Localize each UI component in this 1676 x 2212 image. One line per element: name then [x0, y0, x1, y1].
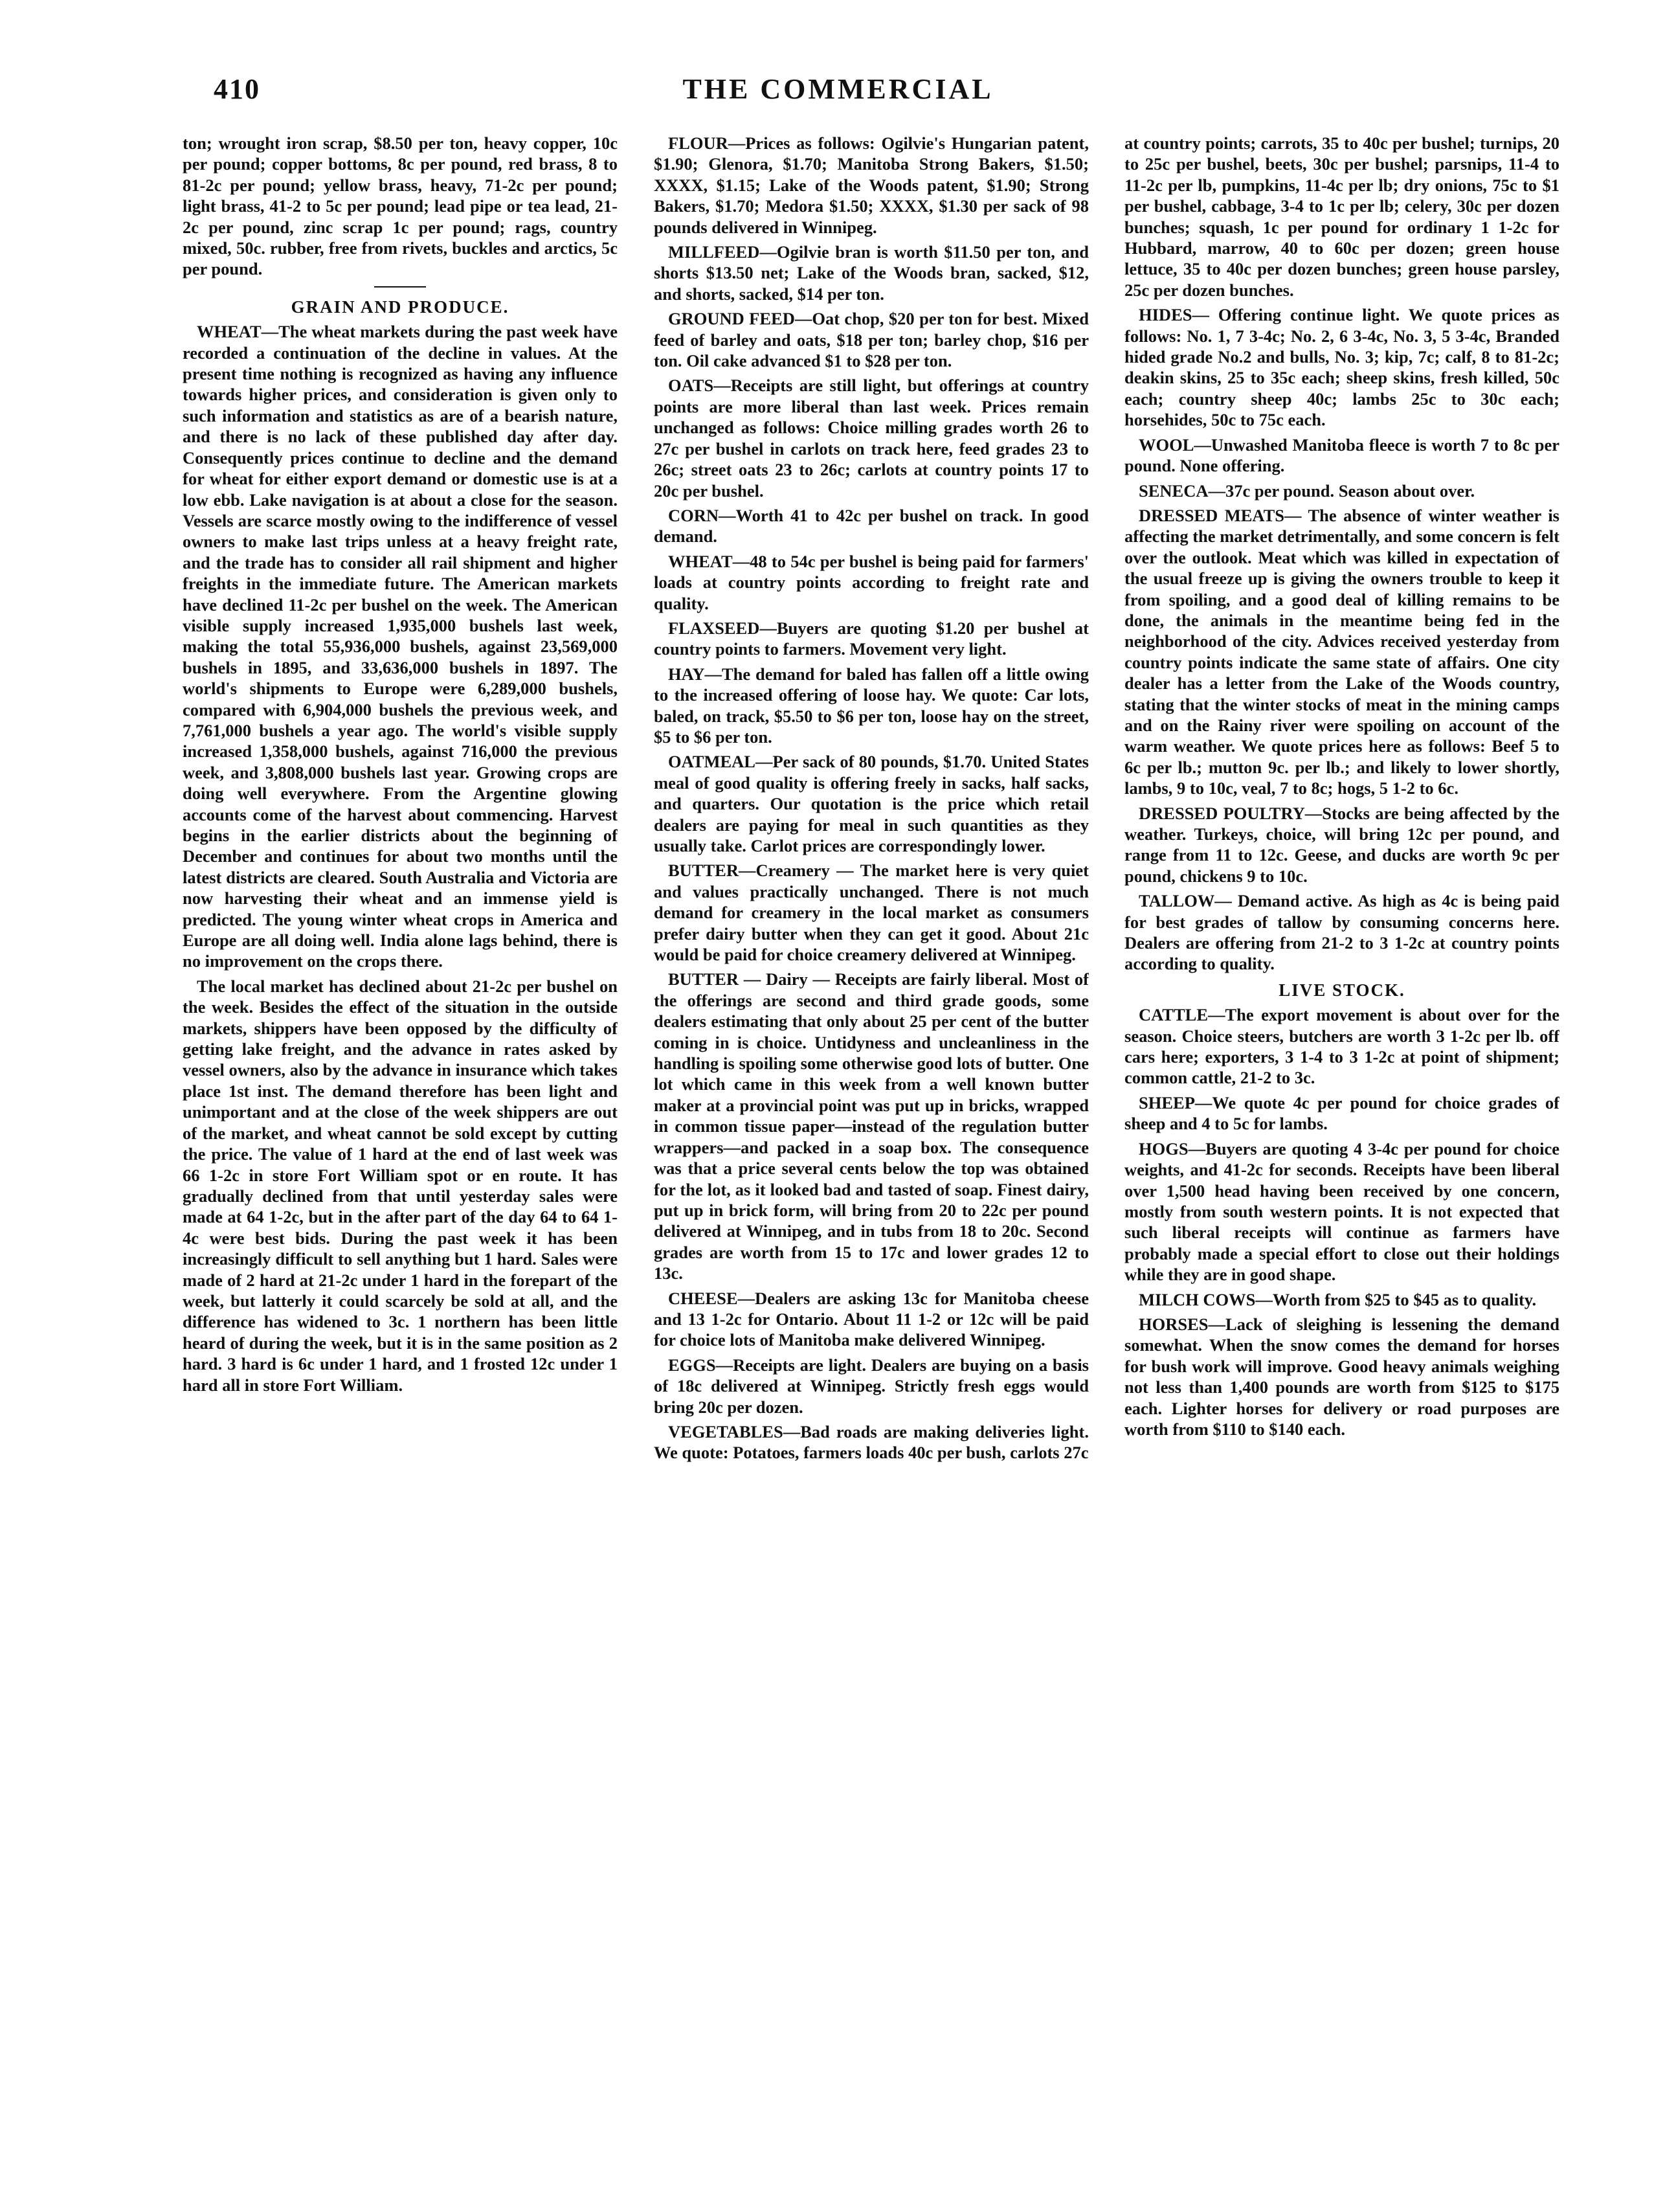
seneca-paragraph: SENECA—37c per pound. Season about over.	[1139, 480, 1475, 501]
cheese-paragraph: CHEESE—Dealers are asking 13c for Manitoba cheese and 13 1-2c for Ontario. About 11 1-2 or 12c will be paid for choice lots of Manitoba make delivered Winnipeg.	[654, 1288, 1089, 1350]
eggs-paragraph: EGGS—Receipts are light. Dealers are buying on a basis of 18c delivered at Winnipeg. Strictly fresh eggs would bring 20c per dozen.	[654, 1355, 1089, 1417]
cattle-paragraph: CATTLE—The export movement is about over for the season. Choice steers, butchers are worth 3 1-2c per lb. off cars here; exporters, 3 1-4 to 3 1-2c at point of shipment; common cattle, 21-2 to 3c.	[1124, 1005, 1559, 1088]
section-heading-livestock: LIVE STOCK.	[1279, 980, 1405, 1000]
section-heading-grain: GRAIN AND PRODUCE.	[291, 297, 509, 317]
flaxseed-paragraph: FLAXSEED—Buyers are quoting $1.20 per bushel at country points to farmers. Movement very light.	[654, 618, 1089, 659]
wool-paragraph: WOOL—Unwashed Manitoba fleece is worth 7 to 8c per pound. None offering.	[1124, 435, 1559, 476]
horses-paragraph: HORSES—Lack of sleighing is lessening the demand somewhat. When the snow comes the demand for horses for bush work will improve. Good heavy animals weighing not less than 1,400 pounds are worth from $125 to $175 each. Lighter horses for delivery or road purposes are worth from $110 to $140 each.	[1124, 1314, 1559, 1439]
butter-creamery-paragraph: BUTTER—Creamery — The market here is very quiet and values practically unchanged. There is not much demand for creamery in the local market as consumers prefer dairy butter when they can get it good. About 21c would be paid for choice creamery delivered at Winnipeg.	[654, 861, 1089, 965]
page-number: 410	[214, 73, 260, 105]
local-market-paragraph: The local market has declined about 21-2c per bushel on the week. Besides the effect of the situation in the outside markets, shippers have been opposed by the difficulty of getting lake freight, and the advance in rates asked by vessel owners, also by the advance in insurance which takes place 1st inst. The demand therefore has been light and unimportant and at the close of the week shippers are out of the market, and wheat cannot be sold except by cutting the price. The value of 1 hard at the end of last week was 66 1-2c in store Fort William spot or en route. It has gradually declined from that until yesterday sales were made at 64 1-2c, but in the after part of the day 64 to 64 1-4c were best bids. During the past week it has been increasingly difficult to sell anything but 1 hard. Sales were made of 2 hard at 21-2c under 1 hard in the forepart of the week, but latterly it could scarcely be sold at all, and the difference has widened to 3c. 1 northern has been little heard of during the week, but it is in the same position as 2 hard. 3 hard is 6c under 1 hard, and 1 frosted 12c under 1 hard all in store Fort William.	[183, 976, 618, 1395]
butter-dairy-paragraph: BUTTER — Dairy — Receipts are fairly liberal. Most of the offerings are second and third grade goods, some dealers estimating that only about 25 per cent of the butter coming in is choice. Untidyness and uncleanliness in the handling is spoiling some otherwise good lots of butter. One lot which came in this week from a well known butter maker at a provincial point was put up in bricks, wrapped in common tissue paper—instead of the regulation butter wrappers—and packed in a soap box. The consequence was that a price several cents below the top was obtained for the lot, as it looked bad and tasted of soap. Finest dairy, put up in brick form, will bring from 20 to 22c per pound delivered at Winnipeg, and in tubs from 18 to 20c. Second grades are worth from 15 to 17c and lower grades 12 to 13c.	[654, 969, 1089, 1283]
scrap-paragraph: ton; wrought iron scrap, $8.50 per ton, heavy copper, 10c per pound; copper bottoms, 8c per pound, red brass, 8 to 81-2c per pound; yellow brass, heavy, 71-2c per pound; light brass, 41-2 to 5c per pound; lead pipe or tea lead, 21-2c per pound, zinc scrap 1c per pound; rags, country mixed, 50c. rubber, free from rivets, buckles and arctics, 5c per pound.	[183, 133, 618, 279]
vegetables-paragraph: VEGETABLES—Bad roads are making deliveries light. We quote: Potatoes, farmers loads 40c per bush, carlots 27c	[654, 1421, 1089, 1463]
ground-feed-paragraph: GROUND FEED—Oat chop, $20 per ton for best. Mixed feed of barley and oats, $18 per ton; barley chop, $16 per ton. Oil cake advanced $1 to $28 per ton.	[654, 309, 1089, 371]
divider	[374, 286, 426, 288]
milch-cows-paragraph: MILCH COWS—Worth from $25 to $45 as to quality.	[1139, 1289, 1537, 1309]
column-3	[1124, 133, 1559, 2150]
wheat-paragraph: WHEAT—The wheat markets during the past week have recorded a continuation of the decline in values. At the present time nothing is recognized as having any influence towards higher prices, and consideration is given only to such information and statistics as are of a bearish nature, and there is no lack of these published day after day. Consequently prices continue to decline and the demand for wheat for either export demand or domestic use is at a low ebb. Lake navigation is at about a close for the season. Vessels are scarce mostly owing to the indifference of vessel owners to make last trips unless at a heavy freight rate, and the trade has to consider all rail shipment and higher freights in the immediate future. The American markets have declined 11-2c per bushel on the week. The American visible supply increased 1,935,000 bushels last week, making the total 55,936,000 bushels, against 23,569,000 bushels in 1895, and 33,636,000 bushels in 1897. The world's shipments to Europe were 6,289,000 bushels, compared with 6,904,000 bushels the previous week, and 7,761,000 bushels a year ago. The world's visible supply increased 1,358,000 bushels, against 716,000 the previous week, and 3,808,000 bushels last year. Growing crops are doing well everywhere. From the Argentine glowing accounts come of the harvest about commencing. Harvest begins in the earlier districts about the beginning of December and continues for about two months until the latest districts are cleared. South Australia and Victoria are now harvesting their wheat and an immense yield is predicted. The young winter wheat crops in America and Europe are all doing well. India alone lags behind, there is no improvement on the crops there.	[183, 322, 618, 971]
sheep-paragraph: SHEEP—We quote 4c per pound for choice grades of sheep and 4 to 5c for lambs.	[1124, 1092, 1559, 1134]
millfeed-paragraph: MILLFEED—Ogilvie bran is worth $11.50 per ton, and shorts $13.50 net; Lake of the Woods bran, sacked, $12, and shorts, sacked, $14 per ton.	[654, 242, 1089, 304]
flour-paragraph: FLOUR—Prices as follows: Ogilvie's Hungarian patent, $1.90; Glenora, $1.70; Manitoba Strong Bakers, $1.50; XXXX, $1.15; Lake of the Woods patent, $1.90; Strong Bakers, $1.70; Medora $1.50; XXXX, $1.30 per sack of 98 pounds delivered in Winnipeg.	[654, 133, 1089, 237]
column-1	[183, 133, 618, 2150]
hay-paragraph: HAY—The demand for baled has fallen off a little owing to the increased offering of loose hay. We quote: Car lots, baled, on track, $5.50 to $6 per ton, loose hay on the street, $5 to $6 per ton.	[654, 664, 1089, 747]
vegetables-continued-paragraph: at country points; carrots, 35 to 40c per bushel; turnips, 20 to 25c per bushel, beets, 30c per bushel; parsnips, 11-4 to 11-2c per lb, pumpkins, 11-4c per lb; dry onions, 75c to $1 per bushel, cabbage, 3-4 to 1c per lb; celery, 30c per dozen bunches; squash, 1c per pound for ordinary 1 1-2c for Hubbard, marrow, 40 to 60c per dozen; green house lettuce, 35 to 40c per dozen bunches; green house parsley, 25c per dozen bunches.	[1124, 133, 1559, 300]
oatmeal-paragraph: OATMEAL—Per sack of 80 pounds, $1.70. United States meal of good quality is offering freely in sacks, half sacks, and quarters. Our quotation is the price which retail dealers are paying for meal in such quantities as they usually take. Carlot prices are correspondingly lower.	[654, 752, 1089, 855]
page-header	[0, 73, 1676, 118]
oats-paragraph: OATS—Receipts are still light, but offerings at country points are more liberal than last week. Prices remain unchanged as follows: Choice milling grades worth 26 to 27c per bushel in carlots on track here, feed grades 23 to 26c; street oats 23 to 26c; carlots at country points 17 to 20c per bushel.	[654, 376, 1089, 501]
column-2	[654, 133, 1089, 2150]
wheat-country-paragraph: WHEAT—48 to 54c per bushel is being paid for farmers' loads at country points according to freight rate and quality.	[654, 551, 1089, 613]
dressed-meats-paragraph: DRESSED MEATS— The absence of winter weather is affecting the market detrimentally, and some concern is felt over the outlook. Meat which was killed in expectation of the usual freeze up is giving the owners trouble to keep it from spoiling, and a good deal of killing remains to be done, the animals in the meantime being fed in the neighborhood of the city. Advices received yesterday from country points indicate the same state of affairs. One city dealer has a letter from the Lake of the Woods country, stating that the winter stocks of meat in the mining camps and on the Rainy river were spoiling on account of the warm weather. We quote prices here as follows: Beef 5 to 6c per lb.; mutton 9c. per lb.; and likely to lower shortly, lambs, 9 to 10c, veal, 7 to 8c; hogs, 5 1-2 to 6c.	[1124, 505, 1559, 798]
publication-title: THE COMMERCIAL	[682, 73, 994, 105]
dressed-poultry-paragraph: DRESSED POULTRY—Stocks are being affected by the weather. Turkeys, choice, will bring 12c per pound, and range from 11 to 12c. Geese, and ducks are worth 9c per pound, chickens 9 to 10c.	[1124, 803, 1559, 886]
tallow-paragraph: TALLOW— Demand active. As high as 4c is being paid for best grades of tallow by consuming concerns here. Dealers are offering from 21-2 to 3 1-2c at country points according to quality.	[1124, 891, 1559, 974]
hogs-paragraph: HOGS—Buyers are quoting 4 3-4c per pound for choice weights, and 41-2c for seconds. Receipts have been liberal over 1,500 head having been received by one concern, mostly from south western points. It is not expected that such liberal receipts will continue as farmers have probably made a special effort to close out their holdings while they are in good shape.	[1124, 1138, 1559, 1285]
corn-paragraph: CORN—Worth 41 to 42c per bushel on track. In good demand.	[654, 505, 1089, 547]
hides-paragraph: HIDES— Offering continue light. We quote prices as follows: No. 1, 7 3-4c; No. 2, 6 3-4c, No. 3, 5 3-4c, Branded hided grade No.2 and bulls, No. 3; kip, 7c; calf, 8 to 81-2c; deakin skins, 25 to 35c each; sheep skins, fresh killed, 50c each; country sheep 40c; lambs 25c to 30c each; horsehides, 50c to 75c each.	[1124, 305, 1559, 430]
